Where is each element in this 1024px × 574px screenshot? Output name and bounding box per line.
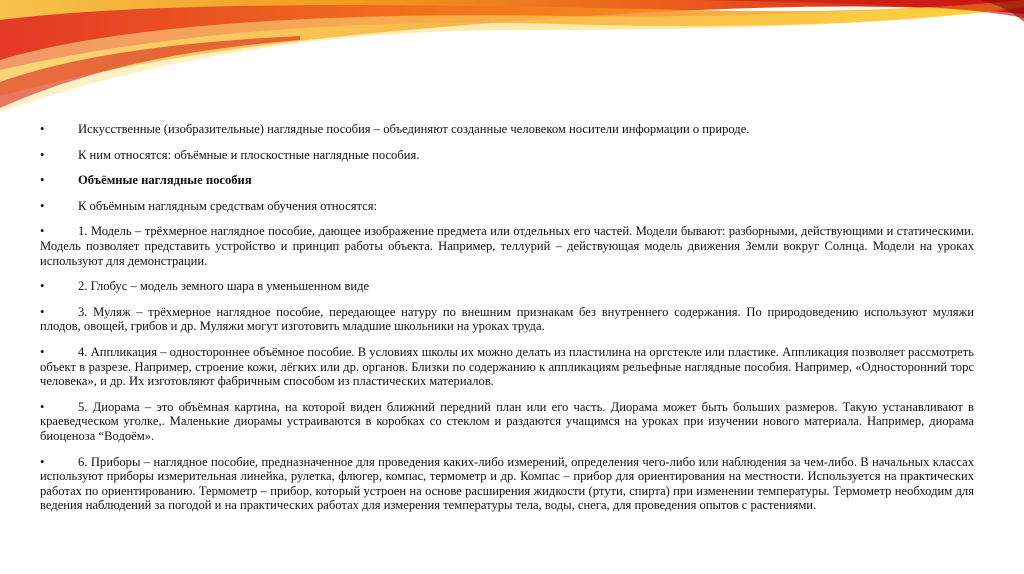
bullet-icon: •	[40, 147, 45, 162]
list-item	[40, 279, 974, 294]
item-text: 5. Диорама – это объёмная картина, на которой виден ближний передний план или его часть. Диорама может быть больших размеров. Такую устанавливают в краеведческом уголке,. Маленькие диорамы устраиваются в коробках со стеклом и раздаются учащимся на уроках при изучении нового материала. Например, диорама биоценоза “Водоём».	[40, 399, 974, 443]
item-text: 2. Глобус – модель земного шара в уменьшенном виде	[78, 279, 370, 294]
list-item	[40, 148, 974, 163]
list-item	[40, 173, 974, 188]
item-text: 1. Модель – трёхмерное наглядное пособие, дающее изображение предмета или отдельных его частей. Модели бывают: разборными, действующими и статическими. Модель позволяет представить устройство и принцип работы объекта. Например, теллурий – действующая модель движения Земли вокруг Солнца. Модели на уроках используют для демонстрации.	[40, 224, 974, 268]
bullet-icon: •	[40, 122, 45, 136]
list-item	[40, 122, 974, 137]
item-text: Искусственные (изобразительные) наглядные пособия – объединяют созданные человеком носители информации о природе.	[78, 122, 750, 136]
list-item	[40, 305, 974, 334]
decorative-banner	[0, 0, 1024, 130]
item-text: 3. Муляж – трёхмерное наглядное пособие, передающее натуру по внешним признакам без внутреннего содержания. По природоведению используют муляжи плодов, овощей, грибов и др. Муляжи могут изготовить младшие школьники на уроках труда.	[40, 304, 974, 334]
item-text: 4. Аппликация – одностороннее объёмное пособие. В условиях школы их можно делать из пластилина на оргстекле или пластике. Аппликация позволяет рассмотреть объект в разрезе. Например, строение кожи, лёгких или др. органов. Близки по содержанию к аппликациям рельефные наглядные пособия. Например, «Односторонний торс человека», и др. Их изготовляют фабричным способом из пластических материалов.	[40, 344, 974, 389]
section-heading: Объёмные наглядные пособия	[78, 173, 252, 188]
item-text: К ним относятся: объёмные и плоскостные наглядные пособия.	[78, 147, 420, 162]
list-item	[40, 199, 974, 214]
item-text: К объёмным наглядным средствам обучения относятся:	[78, 198, 378, 213]
list-item	[40, 400, 974, 444]
bullet-icon: •	[40, 198, 45, 213]
list-item	[40, 224, 974, 268]
bullet-list	[40, 122, 974, 524]
bullet-icon: •	[40, 279, 45, 294]
list-item	[40, 455, 974, 513]
bullet-icon: •	[40, 304, 45, 319]
bullet-icon: •	[40, 344, 45, 359]
bullet-icon: •	[40, 454, 45, 469]
item-text: 6. Приборы – наглядное пособие, предназначенное для проведения каких-либо измерений, определения чего-либо или наблюдения за чем-либо. В начальных классах используют приборы измерительная линейка, рулетка, флюгер, компас, термометр и др. Компас – прибор для ориентирования на местности. Используется на практических работах по ориентированию. Термометр – прибор, который устроен на основе расширения жидкости (ртути, спирта) при изменении температуры. Термометр необходим для ведения наблюдений за погодой и на практических работах для измерения температуры тела, воды, снега, для проведения опытов с растениями.	[40, 454, 974, 513]
list-item	[40, 345, 974, 389]
bullet-icon: •	[40, 173, 45, 188]
bullet-icon: •	[40, 224, 45, 239]
bullet-icon: •	[40, 399, 45, 414]
